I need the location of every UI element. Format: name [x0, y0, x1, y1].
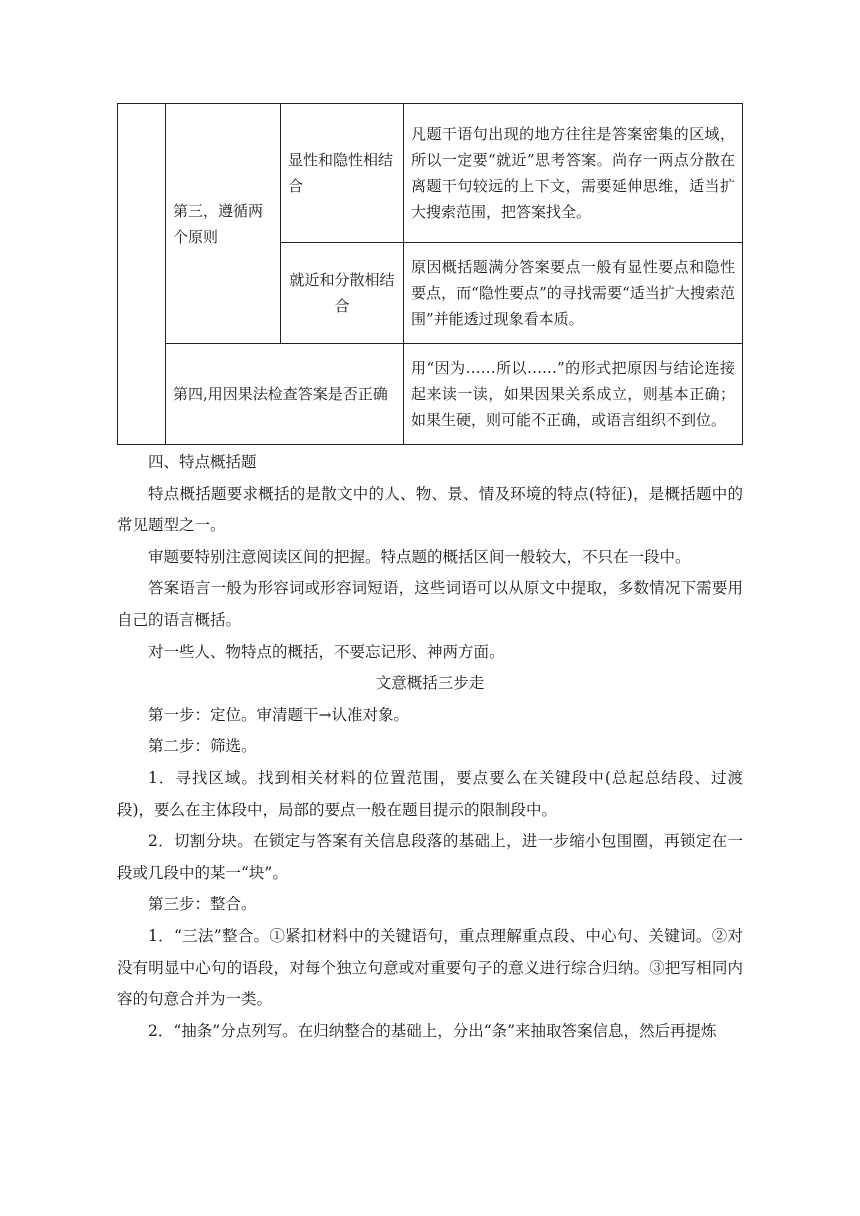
table-row: [118, 104, 743, 243]
rule4-title-cell: 第四,用因果法检查答案是否正确: [166, 344, 404, 445]
paragraph: 审题要特别注意阅读区间的把握。特点题的概括区间一般较大，不只在一段中。: [148, 547, 691, 566]
principle-explicit-implicit-desc: 凡题干语句出现的地方往往是答案密集的区域，所以一定要“就近”思考答案。尚存一两点分散在离题干句较远的上下文，需要延伸思维，适当扩大搜索范围，把答案找全。: [404, 104, 743, 243]
paragraph: 答案语言一般为形容词或形容词短语，这些词语可以从原文中提取，多数情况下需要用自己的语言概括。: [117, 579, 743, 629]
table-blank-cell: [118, 104, 166, 445]
paragraph: 对一些人、物特点的概括，不要忘记形、神两方面。: [148, 642, 505, 661]
principle-near-dispersed-desc: 原因概括题满分答案要点一般有显性要点和隐性要点，而“隐性要点”的寻找需要“适当扩大搜索范围”并能透过现象看本质。: [404, 243, 743, 344]
list-item: 2．切割分块。在锁定与答案有关信息段落的基础上，进一步缩小包围圈，再锁定在一段或几段中的某一“块”。: [117, 832, 743, 882]
step-heading: 第一步：定位。审清题干→认准对象。: [148, 705, 409, 724]
list-item: 1．寻找区域。找到相关材料的位置范围，要点要么在关键段中(总起总结段、过渡段)，要么在主体段中，局部的要点一般在题目提示的限制段中。: [117, 768, 743, 819]
method-table: [117, 103, 743, 445]
rule3-title-cell: 第三，遵循两个原则: [166, 104, 281, 344]
rule4-desc: 用“因为……所以……”的形式把原因与结论连接起来读一读，如果因果关系成立，则基本正确；如果生硬，则可能不正确，或语言组织不到位。: [404, 344, 743, 445]
step-heading: 第三步：整合。: [148, 895, 257, 914]
step-heading: 第二步：筛选。: [148, 737, 257, 756]
principle-near-dispersed: 就近和分散相结合: [281, 243, 404, 344]
list-item: 1．“三法”整合。①紧扣材料中的关键语句，重点理解重点段、中心句、关键词。②对没有明显中心句的语段，对每个独立句意或对重要句子的意义进行综合归纳。③把写相同内容的句意合并为一类。: [117, 926, 743, 1009]
table-row: [118, 344, 743, 445]
principle-explicit-implicit: 显性和隐性相结合: [281, 104, 404, 243]
body-text: [117, 447, 743, 1047]
center-title: 文意概括三步走: [375, 674, 485, 693]
list-item: 2．“抽条”分点列写。在归纳整合的基础上，分出“条”来抽取答案信息，然后再提炼: [148, 1021, 717, 1040]
paragraph: 特点概括题要求概括的是散文中的人、物、景、情及环境的特点(特征)，是概括题中的常见题型之一。: [117, 484, 743, 535]
section4-heading: 四、特点概括题: [148, 453, 257, 471]
